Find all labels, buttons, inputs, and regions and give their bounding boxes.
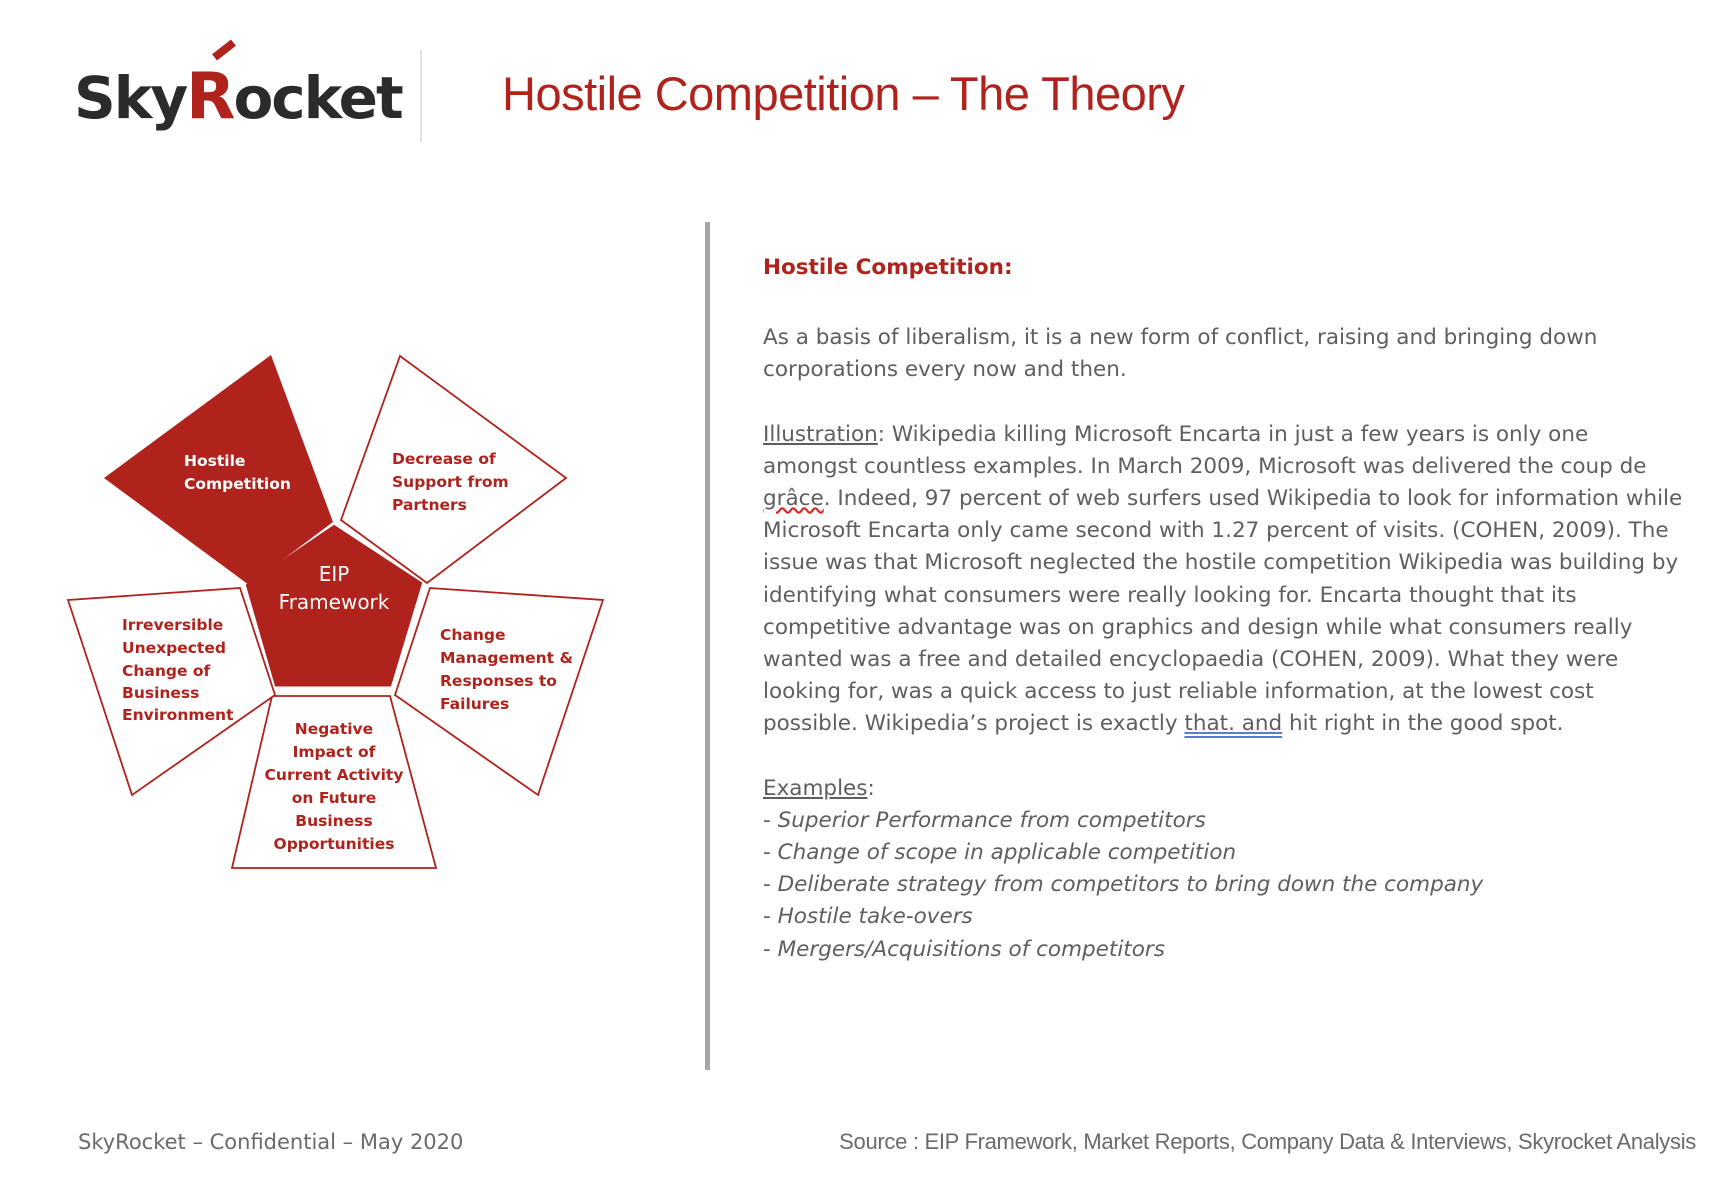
logo-text-ocket: ocket [233, 64, 402, 132]
segment-irreversible-change-line4: Business [122, 684, 200, 702]
segment-hostile-competition-line1: Hostile [184, 452, 246, 470]
logo-text-r: R [186, 60, 234, 134]
logo-text-sky: Sky [74, 64, 187, 132]
segment-change-management-line4: Failures [440, 695, 510, 713]
list-item: - Mergers/Acquisitions of competitors [763, 934, 1683, 966]
segment-decrease-of-support-line3: Partners [392, 496, 467, 514]
skyrocket-logo [74, 42, 402, 142]
segment-change-management-line3: Responses to [440, 672, 557, 690]
illustration-text-2: . Indeed, 97 percent of web surfers used Wikipedia to look for information while Microsoft Encarta only came second with 1.27 percent of visits. (COHEN, 2009). The issue was that Microsoft neglected the hostile competition Wikipedia was building by identifying what consumers were really looking for. Encarta thought that its competitive advantage was on graphics and design while what consumers really wanted was a free and detailed encyclopaedia (COHEN, 2009). What they were looking for, was a quick access to just reliable information, at the lowest cost possible. Wikipedia’s project is exactly [763, 486, 1683, 737]
segment-negative-impact-line6: Opportunities [273, 835, 395, 853]
segment-irreversible-change-line3: Change of [122, 662, 211, 680]
list-item: - Hostile take-overs [763, 901, 1683, 933]
segment-irreversible-change-line5: Environment [122, 706, 234, 724]
footer-source: Source : EIP Framework, Market Reports, Company Data & Interviews, Skyrocket Analysis [839, 1129, 1696, 1154]
illustration-label: Illustration [763, 421, 878, 447]
illustration-text-1: : Wikipedia killing Microsoft Encarta in just a few years is only one amongst countless examples. In March 2009, Microsoft was delivered the coup de [763, 421, 1647, 479]
segment-negative-impact-line5: Business [295, 812, 373, 830]
list-item: - Deliberate strategy from competitors to bring down the company [763, 869, 1683, 901]
illustration-text-3: hit right in the good spot. [1282, 711, 1564, 737]
content-panel [763, 252, 1683, 966]
segment-decrease-of-support-line1: Decrease of [392, 450, 496, 468]
examples-colon: : [867, 775, 875, 801]
eip-framework-diagram [0, 340, 620, 880]
section-heading: Hostile Competition: [763, 255, 1013, 280]
segment-negative-impact-line4: on Future [291, 789, 377, 807]
grammar-flag-that-and: that. and [1184, 711, 1283, 737]
examples-list [763, 805, 1683, 966]
segment-change-management-line1: Change [440, 626, 506, 644]
list-item: - Superior Performance from competitors [763, 805, 1683, 837]
segment-change-management-line2: Management & [440, 649, 574, 667]
spellcheck-word-grace: grâce [763, 486, 824, 512]
eip-center-label-line2: Framework [278, 590, 390, 614]
title-divider [420, 50, 422, 142]
examples-heading [763, 773, 1683, 805]
logo-wordmark [74, 60, 402, 134]
footer-confidential: SkyRocket – Confidential – May 2020 [78, 1130, 464, 1154]
segment-negative-impact-line2: Impact of [292, 743, 376, 761]
list-item: - Change of scope in applicable competition [763, 837, 1683, 869]
eip-center-label-line1: EIP [318, 562, 350, 586]
segment-negative-impact-line3: Current Activity [264, 766, 404, 784]
page-title: Hostile Competition – The Theory [502, 67, 1185, 120]
intro-paragraph: As a basis of liberalism, it is a new form of conflict, raising and bringing down corporations every now and then. [763, 325, 1598, 383]
segment-decrease-of-support-line2: Support from [392, 473, 509, 491]
segment-irreversible-change-line1: Irreversible [122, 616, 224, 634]
illustration-paragraph [763, 419, 1683, 741]
logo-accent-mark [212, 39, 236, 60]
segment-irreversible-change-line2: Unexpected [122, 639, 226, 657]
segment-hostile-competition-line2: Competition [184, 475, 291, 493]
segment-change-management [395, 588, 603, 795]
vertical-divider [705, 222, 710, 1070]
examples-label: Examples [763, 775, 868, 801]
segment-negative-impact-line1: Negative [294, 720, 374, 738]
